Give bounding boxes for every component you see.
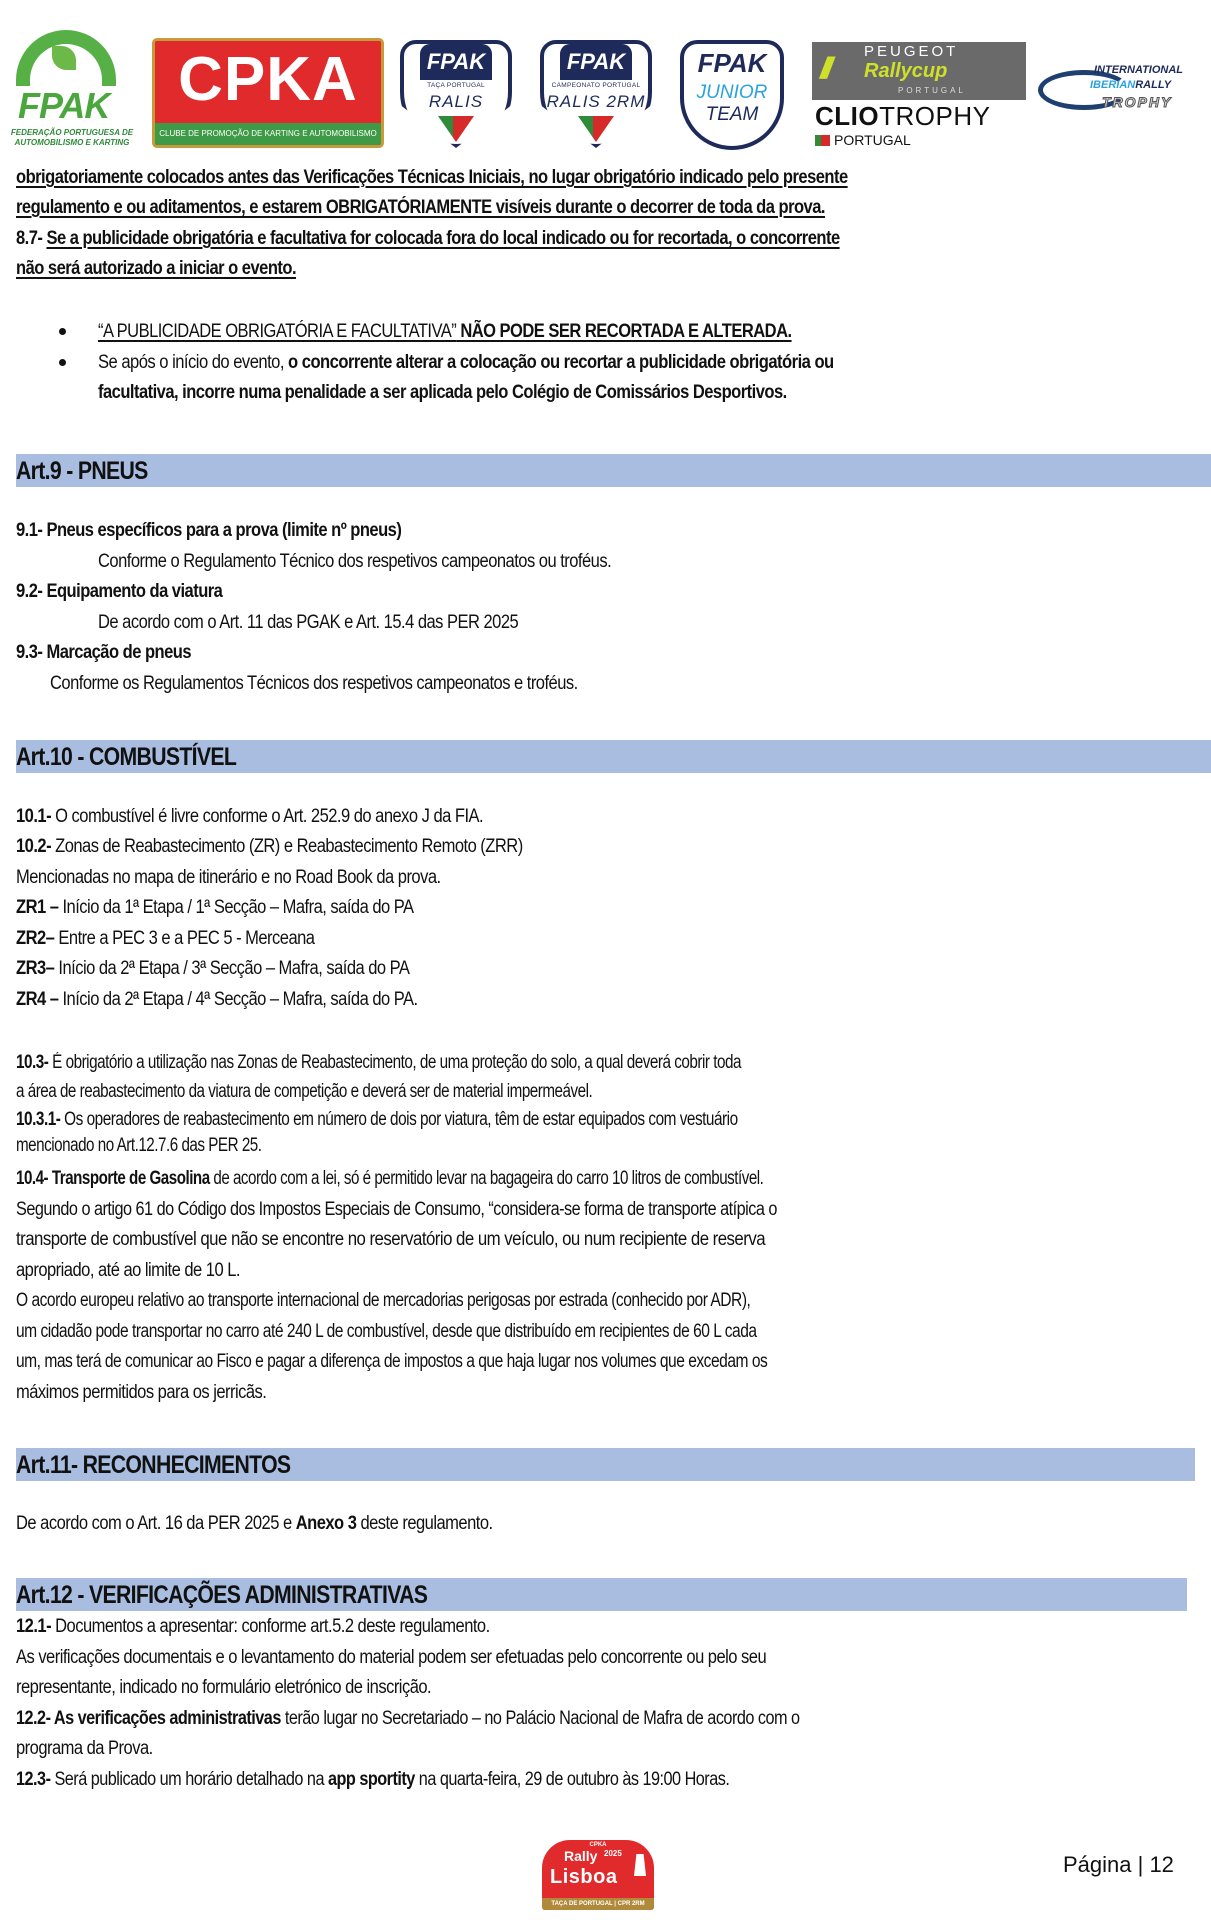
art11-text-bold: Anexo 3: [295, 1513, 357, 1534]
zone-code: ZR4 –: [16, 989, 59, 1010]
campeonato-ralis-2rm-logo: [540, 40, 652, 148]
bullet-2-bold-line1: o concorrente alterar a colocação ou recortar a publicidade obrigatória ou: [283, 352, 834, 373]
art10-title: Art.10 - COMBUSTÍVEL: [16, 743, 237, 771]
peugeot-rallycup-logo: [812, 42, 1026, 100]
shield-line1: CAMPEONATO PORTUGAL: [551, 82, 641, 89]
iberian-line1: INTERNATIONAL: [1094, 64, 1184, 76]
art9-heading: [16, 454, 1211, 487]
paragraph-12-3-number: 12.3-: [16, 1769, 51, 1790]
shield-brand: FPAK: [420, 44, 492, 80]
paragraph-10-3-1-line1: Os operadores de reabastecimento em número de dois por viatura, têm de estar equipados com vestuário: [60, 1109, 738, 1130]
paragraph-10-3-1: [16, 1108, 738, 1132]
art11-text-a: De acordo com o Art. 16 da PER 2025 e: [16, 1513, 296, 1534]
paragraph-12-3-text-b: na quarta-feira, 29 de outubro às 19:00 Horas.: [414, 1769, 730, 1790]
art9-item-1-heading: 9.1- Pneus específicos para a prova (limite nº pneus): [16, 520, 402, 541]
adr-line3: um, mas terá de comunicar ao Fisco e pagar a diferença de impostos a que haja lugar nos volumes que excedam os: [16, 1351, 768, 1372]
paragraph-10-3-number: 10.3-: [16, 1052, 49, 1073]
art9-item-2-heading: 9.2- Equipamento da viatura: [16, 581, 223, 602]
art9-item-1-text: Conforme o Regulamento Técnico dos respetivos campeonatos ou troféus.: [98, 551, 612, 572]
paragraph-10-2-number: 10.2-: [16, 836, 52, 857]
peugeot-line3: PORTUGAL: [898, 86, 966, 95]
shield-line2: RALIS: [428, 92, 484, 111]
paragraph-10-3-line2: a área de reabastecimento da viatura de competição e deverá ser de material impermeável.: [16, 1081, 593, 1102]
paragraph-10-3: [16, 1051, 741, 1075]
bullet-1-bold: NÃO PODE SER RECORTADA E ALTERADA.: [456, 321, 792, 342]
paragraph-12-2-line2: programa da Prova.: [16, 1738, 153, 1759]
adr-line1: O acordo europeu relativo ao transporte internacional de mercadorias perigosas por estrada (conhecido por ADR),: [16, 1290, 751, 1311]
iberian-line2b: RALLY: [1135, 79, 1172, 91]
junior-team-logo: [680, 40, 784, 150]
bullet-item-2-line2: facultativa, incorre numa penalidade a ser aplicada pelo Colégio de Comissários Desportivos.: [98, 382, 787, 403]
iberian-line3: TROPHY: [1102, 94, 1173, 110]
paragraph-8-7-number: 8.7-: [16, 228, 43, 249]
taca-portugal-ralis-logo: [400, 40, 512, 148]
rally-logo-line1: Rally: [564, 1848, 598, 1864]
paragraph-12-3-bold: app sportity: [327, 1769, 415, 1790]
bullet-2-plain: Se após o início do evento,: [98, 352, 284, 373]
paragraph-10-1-number: 10.1-: [16, 806, 52, 827]
junior-line2: TEAM: [705, 104, 759, 125]
art10-heading: [16, 740, 1211, 773]
paragraph-10-1: [16, 805, 483, 829]
paragraph-12-2-number: 12.2- As verificações administrativas: [16, 1708, 281, 1729]
page-number: Página | 12: [1063, 1852, 1174, 1877]
peugeot-line2: Rallycup: [864, 60, 948, 82]
art9-item-3-text: Conforme os Regulamentos Técnicos dos respetivos campeonatos e troféus.: [50, 673, 578, 694]
cpka-subtitle: CLUBE DE PROMOÇÃO DE KARTING E AUTOMOBILISMO: [155, 123, 381, 145]
monument-icon: [634, 1854, 646, 1876]
paragraph-10-4: [16, 1167, 763, 1191]
bullet-item-1: [98, 320, 792, 344]
paragraph-10-4-line1: de acordo com a lei, só é permitido levar na bagageira do carro 10 litros de combustível.: [209, 1168, 764, 1189]
peugeot-line1: PEUGEOT: [864, 43, 959, 60]
art11-title: Art.11- RECONHECIMENTOS: [16, 1451, 291, 1479]
slash-stripes-icon: ///: [820, 52, 828, 85]
junior-brand: FPAK: [697, 48, 767, 78]
clio-country: [815, 132, 911, 148]
paragraph-8-7: [16, 227, 840, 251]
adr-line2: um cidadão pode transportar no carro até 240 L de combustível, desde que distribuído em recipientes de 60 L cada: [16, 1321, 757, 1342]
intro-line-2: regulamento e ou aditamentos, e estarem OBRIGATÓRIAMENTE visíveis durante o decorrer de toda da prova.: [16, 197, 825, 218]
zone-text: Entre a PEC 3 e a PEC 5 - Merceana: [54, 928, 315, 949]
intro-line-1: obrigatoriamente colocados antes das Verificações Técnicas Iniciais, no lugar obrigatório indicado pelo presente: [16, 167, 848, 188]
paragraph-12-1: [16, 1615, 490, 1639]
art11-text-b: deste regulamento.: [356, 1513, 493, 1534]
shield-line1: TAÇA PORTUGAL: [427, 82, 485, 89]
fpak-wordmark: FPAK: [18, 85, 110, 126]
clio-bold: CLIO: [815, 101, 880, 131]
shield-brand: FPAK: [560, 44, 632, 80]
art11-text: [16, 1512, 493, 1536]
zone-text: Início da 2ª Etapa / 3ª Secção – Mafra, saída do PA: [54, 958, 410, 979]
art12-title: Art.12 - VERIFICAÇÕES ADMINISTRATIVAS: [16, 1581, 428, 1609]
art9-item-2-text: De acordo com o Art. 11 das PGAK e Art. 15.4 das PER 2025: [98, 612, 519, 633]
zone-code: ZR1 –: [16, 897, 59, 918]
paragraph-12-1-line3: representante, indicado no formulário eletrónico de inscrição.: [16, 1677, 432, 1698]
art9-title: Art.9 - PNEUS: [16, 457, 148, 485]
bullet-icon: [59, 328, 66, 335]
bullet-1-underlined: “A PUBLICIDADE OBRIGATÓRIA E FACULTATIVA”: [98, 321, 457, 342]
cpka-logo: [152, 38, 384, 148]
zone-code: ZR2–: [16, 928, 55, 949]
paragraph-12-1-number: 12.1-: [16, 1616, 52, 1637]
paragraph-12-2: [16, 1707, 800, 1731]
paragraph-12-3: [16, 1768, 729, 1792]
zone-text: Início da 1ª Etapa / 1ª Secção – Mafra, saída do PA: [58, 897, 414, 918]
paragraph-10-4-line3: transporte de combustível que não se encontre no reservatório de um veículo, ou num recipiente de reserva: [16, 1229, 766, 1250]
paragraph-10-4-number: 10.4- Transporte de Gasolina: [16, 1168, 210, 1189]
clio-trophy-logo: [815, 102, 990, 130]
portugal-flag-icon: [815, 135, 830, 146]
paragraph-12-2-line1: terão lugar no Secretariado – no Palácio Nacional de Mafra de acordo com o: [280, 1708, 800, 1729]
iberian-line2a: IBERIAN: [1090, 79, 1136, 91]
rally-lisboa-logo: [542, 1840, 654, 1910]
paragraph-10-3-1-number: 10.3.1-: [16, 1109, 61, 1130]
paragraph-10-3-line1: É obrigatório a utilização nas Zonas de Reabastecimento, de uma proteção do solo, a qual deverá cobrir toda: [48, 1052, 741, 1073]
paragraph-12-3-text-a: Será publicado um horário detalhado na: [50, 1769, 328, 1790]
rally-logo-line2: Lisboa: [550, 1866, 618, 1888]
zone-text: Início da 2ª Etapa / 4ª Secção – Mafra, saída do PA.: [58, 989, 418, 1010]
clio-country-label: PORTUGAL: [834, 132, 911, 148]
paragraph-8-7-line2: não será autorizado a iniciar o evento.: [16, 258, 297, 279]
cpka-wordmark: CPKA: [178, 45, 358, 114]
art9-item-3-heading: 9.3- Marcação de pneus: [16, 642, 192, 663]
rally-logo-club: CPKA: [589, 1842, 607, 1848]
fpak-subtitle: FEDERAÇÃO PORTUGUESA DE AUTOMOBILISMO E KARTING: [10, 128, 134, 147]
bullet-item-2: [98, 351, 834, 375]
zone-zr4: [16, 988, 418, 1012]
bullet-icon: [59, 359, 66, 366]
iberian-line2: [1090, 79, 1171, 92]
rally-logo-year: 2025: [604, 1849, 622, 1858]
paragraph-10-2: [16, 835, 523, 859]
shield-line2: RALIS 2RM: [546, 92, 646, 111]
zone-zr3: [16, 957, 409, 981]
art12-heading: [16, 1578, 1187, 1611]
zone-zr1: [16, 896, 414, 920]
paragraph-8-7-line1: Se a publicidade obrigatória e facultativa for colocada fora do local indicado ou for recortada, o concorrente: [46, 228, 840, 249]
paragraph-10-2-cont: Mencionadas no mapa de itinerário e no Road Book da prova.: [16, 867, 441, 888]
art11-heading: [16, 1448, 1195, 1481]
clio-regular: TROPHY: [879, 101, 991, 131]
adr-line4: máximos permitidos para os jerricãs.: [16, 1382, 267, 1403]
rally-logo-strip: TAÇA DE PORTUGAL | CPR 2RM: [542, 1898, 654, 1910]
paragraph-10-1-text: O combustível é livre conforme o Art. 252.9 do anexo J da FIA.: [51, 806, 484, 827]
paragraph-10-4-line2: Segundo o artigo 61 do Código dos Impostos Especiais de Consumo, “considera-se forma de transporte atípica o: [16, 1199, 777, 1220]
zone-code: ZR3–: [16, 958, 55, 979]
paragraph-12-1-text: Documentos a apresentar: conforme art.5.2 deste regulamento.: [51, 1616, 490, 1637]
paragraph-10-3-1-line2: mencionado no Art.12.7.6 das PER 25.: [16, 1135, 262, 1156]
junior-line1: JUNIOR: [696, 82, 768, 103]
paragraph-10-4-line4: apropriado, até ao limite de 10 L.: [16, 1260, 240, 1281]
paragraph-10-2-text: Zonas de Reabastecimento (ZR) e Reabastecimento Remoto (ZRR): [51, 836, 523, 857]
iberian-rally-trophy-logo: [1038, 62, 1210, 118]
paragraph-12-1-line2: As verificações documentais e o levantamento do material podem ser efetuadas pelo concorrente ou pelo seu: [16, 1647, 767, 1668]
zone-zr2: [16, 927, 314, 951]
